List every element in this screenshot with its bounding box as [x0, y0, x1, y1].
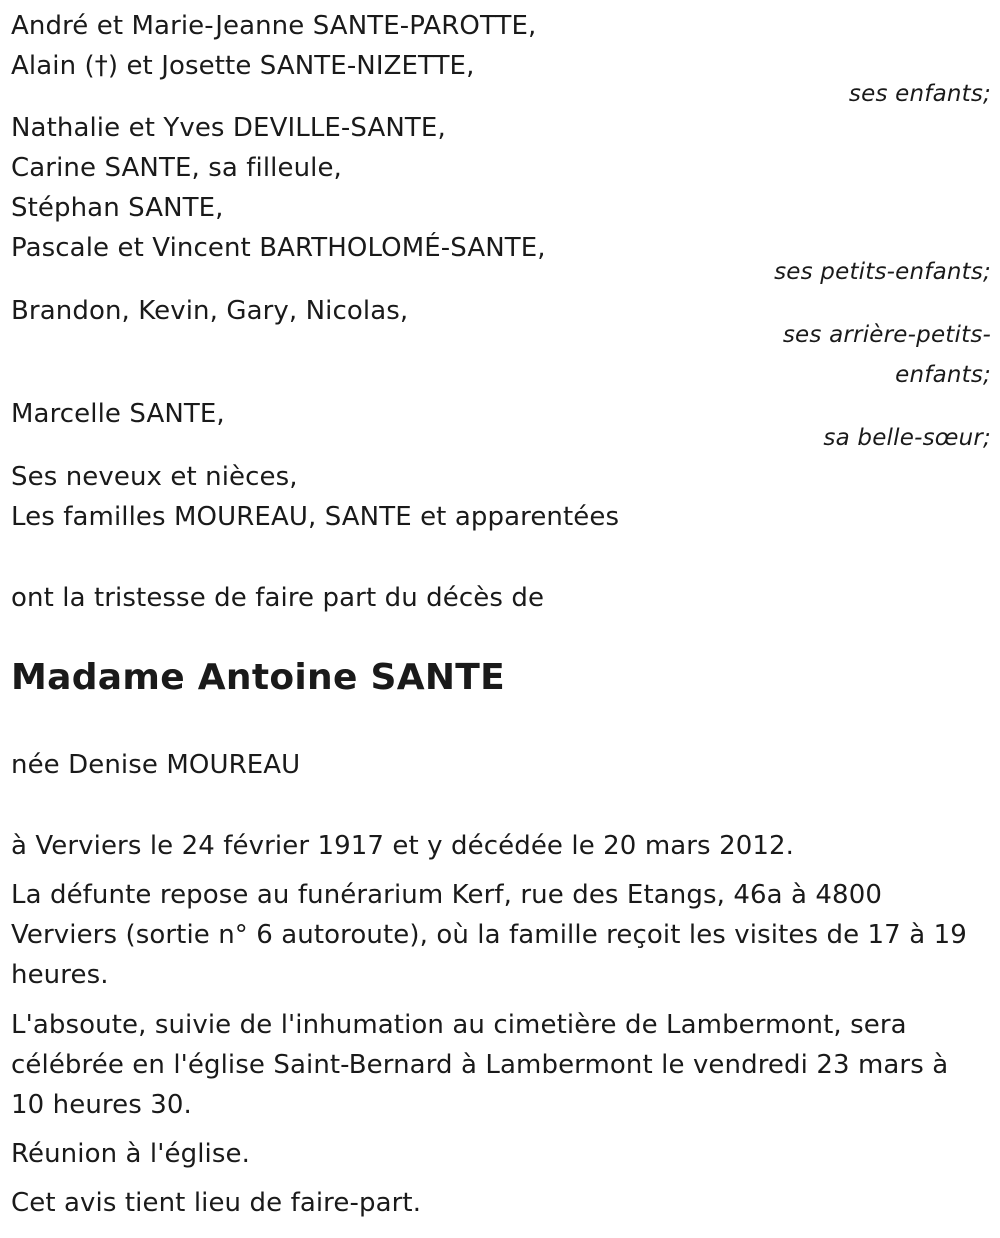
- children-role: ses enfants;: [848, 81, 991, 107]
- children-line-2: Alain (†) et Josette SANTE-NIZETTE,: [11, 51, 475, 81]
- children-line-1: André et Marie-Jeanne SANTE-PAROTTE,: [11, 11, 537, 41]
- grandchildren-line-2: Carine SANTE, sa filleule,: [11, 153, 342, 183]
- grandchildren-group: [11, 108, 991, 285]
- great-grandchildren-role-2: enfants;: [895, 362, 991, 388]
- meeting-note: Réunion à l'église.: [11, 1139, 250, 1169]
- sister-in-law-group: [11, 394, 991, 451]
- grandchildren-line-4: Pascale et Vincent BARTHOLOMÉ-SANTE,: [11, 233, 546, 263]
- ceremony-paragraph: L'absoute, suivie de l'inhumation au cimetière de Lambermont, sera célébrée en l'église Saint-Bernard à Lambermont le vendredi 23 mars à 10 heures 30.: [11, 1010, 949, 1120]
- birth-death: à Verviers le 24 février 1917 et y décédée le 20 mars 2012.: [11, 831, 795, 861]
- others-line-2: Les familles MOUREAU, SANTE et apparentées: [11, 502, 620, 532]
- sister-in-law-role: sa belle-sœur;: [823, 425, 991, 451]
- great-grandchildren-group: [11, 291, 991, 388]
- sister-in-law-line-1: Marcelle SANTE,: [11, 399, 225, 429]
- great-grandchildren-line-1: Brandon, Kevin, Gary, Nicolas,: [11, 296, 409, 326]
- announcement: ont la tristesse de faire part du décès de: [11, 583, 545, 613]
- grandchildren-line-1: Nathalie et Yves DEVILLE-SANTE,: [11, 113, 446, 143]
- closing-note: Cet avis tient lieu de faire-part.: [11, 1188, 422, 1218]
- children-group: [11, 6, 991, 107]
- great-grandchildren-role-1: ses arrière-petits-: [782, 322, 991, 348]
- grandchildren-role: ses petits-enfants;: [774, 259, 991, 285]
- others-group: [11, 457, 991, 537]
- deceased-name: Madame Antoine SANTE: [11, 657, 506, 698]
- funerarium-paragraph: La défunte repose au funérarium Kerf, rue des Etangs, 46a à 4800 Verviers (sortie n° 6 autoroute), où la famille reçoit les visites de 17 à 19 heures.: [11, 880, 967, 990]
- maiden-name: née Denise MOUREAU: [11, 750, 301, 780]
- others-line-1: Ses neveux et nièces,: [11, 462, 298, 492]
- grandchildren-line-3: Stéphan SANTE,: [11, 193, 224, 223]
